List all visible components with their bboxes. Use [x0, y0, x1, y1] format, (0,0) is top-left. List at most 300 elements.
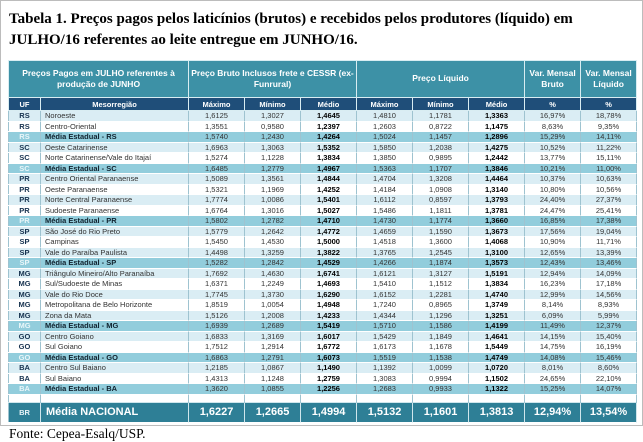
spacer-cell — [9, 394, 41, 402]
pct-cell: 14,56% — [581, 289, 637, 300]
mesorregiao-cell: Sul Goiano — [41, 342, 189, 353]
uf-cell: MG — [9, 310, 41, 321]
uf-cell: SP — [9, 226, 41, 237]
price-cell: 1,2791 — [245, 352, 301, 363]
mesorregiao-cell: Oeste Catarinense — [41, 142, 189, 153]
spacer-cell — [413, 394, 469, 402]
price-cell: 1,5429 — [357, 331, 413, 342]
price-cell: 1,2281 — [413, 289, 469, 300]
price-cell: 1,0867 — [245, 363, 301, 374]
price-cell: 1,6863 — [189, 352, 245, 363]
price-cell: 1,4730 — [357, 216, 413, 227]
price-cell: 1,4264 — [301, 132, 357, 143]
pct-cell: 10,80% — [525, 184, 581, 195]
price-cell: 1,4749 — [469, 352, 525, 363]
price-cell: 1,1392 — [357, 363, 413, 374]
price-cell: 1,5449 — [469, 342, 525, 353]
price-cell: 1,3561 — [245, 174, 301, 185]
uf-cell: MG — [9, 321, 41, 332]
group-header-preco-bruto: Preço Bruto Inclusos frete e CESSR (ex-Funrural) — [189, 61, 357, 98]
price-cell: 1,3100 — [469, 247, 525, 258]
price-cell: 1,2779 — [245, 163, 301, 174]
uf-cell: SP — [9, 258, 41, 269]
table-row — [9, 247, 637, 258]
pct-cell: 9,35% — [581, 121, 637, 132]
pct-cell: 24,47% — [525, 205, 581, 216]
col-header-pct-bruto: % — [525, 98, 581, 111]
spacer-cell — [301, 394, 357, 402]
pct-cell: 27,37% — [581, 195, 637, 206]
pct-cell: 14,07% — [581, 384, 637, 395]
pct-cell: 10,21% — [525, 163, 581, 174]
price-cell: 1,1601 — [413, 402, 469, 422]
pct-cell: 17,18% — [581, 279, 637, 290]
price-cell: 1,6290 — [301, 289, 357, 300]
price-cell: 0,8965 — [413, 300, 469, 311]
price-cell: 1,1874 — [413, 258, 469, 269]
price-cell: 1,3363 — [469, 111, 525, 122]
price-cell: 1,6112 — [357, 195, 413, 206]
pct-cell: 6,09% — [525, 310, 581, 321]
table-title: Tabela 1. Preços pagos pelos laticínios (brutos) e recebidos pelos produtores (líquido) em JULHO/16 referentes ao leite entregue em JUNHO/16. — [9, 11, 573, 48]
spacer-cell — [525, 394, 581, 402]
price-cell: 1,2545 — [413, 247, 469, 258]
price-cell: 1,1512 — [413, 279, 469, 290]
mesorregiao-cell: Norte Central Paranaense — [41, 195, 189, 206]
mesorregiao-cell: Zona da Mata — [41, 310, 189, 321]
price-cell: 1,2842 — [245, 258, 301, 269]
pct-cell: 12,37% — [581, 321, 637, 332]
price-cell: 1,4645 — [301, 111, 357, 122]
uf-cell: BA — [9, 384, 41, 395]
price-cell: 1,2782 — [245, 216, 301, 227]
pct-cell: 16,23% — [525, 279, 581, 290]
price-cell: 1,6017 — [301, 331, 357, 342]
mesorregiao-cell: Média Estadual - RS — [41, 132, 189, 143]
mesorregiao-cell: Triângulo Mineiro/Alto Paranaíba — [41, 268, 189, 279]
price-cell: 1,4948 — [301, 300, 357, 311]
price-cell: 1,4199 — [469, 321, 525, 332]
price-cell: 1,1707 — [413, 163, 469, 174]
price-cell: 1,2896 — [469, 132, 525, 143]
pct-cell: 15,46% — [581, 352, 637, 363]
uf-cell: GO — [9, 352, 41, 363]
mesorregiao-cell: Vale do Paraíba Paulista — [41, 247, 189, 258]
price-cell: 0,8597 — [413, 195, 469, 206]
col-header-bruto-medio: Médio — [301, 98, 357, 111]
source-note: Fonte: Cepea-Esalq/USP. — [9, 425, 146, 441]
pct-cell: 8,63% — [525, 121, 581, 132]
price-cell: 1,6963 — [189, 142, 245, 153]
price-cell: 1,3673 — [469, 226, 525, 237]
column-header-row — [9, 98, 637, 111]
table-row — [9, 195, 637, 206]
state-average-row — [9, 132, 637, 143]
price-cell: 1,4710 — [301, 216, 357, 227]
price-cell: 1,0855 — [245, 384, 301, 395]
price-cell: 1,5779 — [189, 226, 245, 237]
price-cell: 1,6125 — [189, 111, 245, 122]
price-cell: 1,3749 — [469, 300, 525, 311]
price-cell: 1,2256 — [301, 384, 357, 395]
price-cell: 1,3140 — [469, 184, 525, 195]
uf-cell: SC — [9, 163, 41, 174]
price-cell: 1,8519 — [189, 300, 245, 311]
price-cell: 1,7512 — [189, 342, 245, 353]
pct-cell: 13,54% — [581, 402, 637, 422]
table-row — [9, 289, 637, 300]
col-header-pct-liquido: % — [581, 98, 637, 111]
price-cell: 1,2603 — [357, 121, 413, 132]
col-header-bruto-maximo: Máximo — [189, 98, 245, 111]
pct-cell: 8,14% — [525, 300, 581, 311]
price-cell: 1,6152 — [357, 289, 413, 300]
pct-cell: 14,75% — [525, 342, 581, 353]
table-row — [9, 153, 637, 164]
table-row — [9, 237, 637, 248]
price-cell: 1,3834 — [301, 153, 357, 164]
price-cell: 0,9580 — [245, 121, 301, 132]
table-row — [9, 342, 637, 353]
pct-cell: 11,71% — [581, 237, 637, 248]
pct-cell: 12,94% — [525, 402, 581, 422]
pct-cell: 14,09% — [581, 268, 637, 279]
spacer-cell — [469, 394, 525, 402]
price-cell: 1,1322 — [469, 384, 525, 395]
pct-cell: 16,19% — [581, 342, 637, 353]
price-cell: 1,4641 — [469, 331, 525, 342]
uf-cell: SP — [9, 237, 41, 248]
price-cell: 1,6741 — [301, 268, 357, 279]
uf-cell: RS — [9, 132, 41, 143]
price-cell: 1,1248 — [245, 373, 301, 384]
pct-cell: 10,37% — [525, 174, 581, 185]
price-cell: 1,4464 — [469, 174, 525, 185]
price-cell: 1,4313 — [189, 373, 245, 384]
mesorregiao-cell: Centro Oriental Paranaense — [41, 174, 189, 185]
mesorregiao-cell: São José do Rio Preto — [41, 226, 189, 237]
price-cell: 1,0099 — [413, 363, 469, 374]
price-cell: 1,2914 — [245, 342, 301, 353]
price-cell: 1,5401 — [301, 195, 357, 206]
uf-cell: PR — [9, 216, 41, 227]
price-cell: 1,4498 — [189, 247, 245, 258]
table-row — [9, 300, 637, 311]
national-average-row — [9, 402, 637, 422]
mesorregiao-cell: Média Estadual - BA — [41, 384, 189, 395]
pct-cell: 10,52% — [525, 142, 581, 153]
mesorregiao-cell: Centro-Oriental — [41, 121, 189, 132]
price-cell: 1,4068 — [469, 237, 525, 248]
mesorregiao-cell: Média Estadual - SC — [41, 163, 189, 174]
price-cell: 1,5274 — [189, 153, 245, 164]
price-cell: 1,1969 — [245, 184, 301, 195]
price-cell: 1,2038 — [413, 142, 469, 153]
group-header-prices-paid: Preços Pagos em JULHO referentes à produção de JUNHO — [9, 61, 189, 98]
group-header-preco-liquido: Preço Líquido — [357, 61, 525, 98]
price-cell: 1,7240 — [357, 300, 413, 311]
price-cell: 1,1590 — [413, 226, 469, 237]
price-cell: 1,1678 — [413, 342, 469, 353]
price-cell: 0,9933 — [413, 384, 469, 395]
uf-cell: PR — [9, 205, 41, 216]
price-cell: 1,3600 — [413, 237, 469, 248]
table-row — [9, 310, 637, 321]
pct-cell: 15,25% — [525, 384, 581, 395]
pct-cell: 12,43% — [525, 258, 581, 269]
uf-cell: MG — [9, 279, 41, 290]
price-cell: 1,5419 — [301, 321, 357, 332]
pct-cell: 25,41% — [581, 205, 637, 216]
pct-cell: 10,56% — [581, 184, 637, 195]
table-row — [9, 121, 637, 132]
price-cell: 1,3251 — [469, 310, 525, 321]
price-cell: 1,5191 — [469, 268, 525, 279]
price-cell: 1,4704 — [357, 174, 413, 185]
price-cell: 1,3822 — [301, 247, 357, 258]
pct-cell: 8,93% — [581, 300, 637, 311]
state-average-row — [9, 163, 637, 174]
price-cell: 0,9994 — [413, 373, 469, 384]
mesorregiao-cell: Norte Catarinense/Vale do Itajaí — [41, 153, 189, 164]
spacer-cell — [41, 394, 189, 402]
group-header-var-mensal-bruto: Var. Mensal Bruto — [525, 61, 581, 98]
uf-cell: GO — [9, 331, 41, 342]
table-row — [9, 184, 637, 195]
pct-cell: 24,65% — [525, 373, 581, 384]
price-cell: 1,6485 — [189, 163, 245, 174]
pct-cell: 8,01% — [525, 363, 581, 374]
pct-cell: 15,11% — [581, 153, 637, 164]
col-header-liquido-minimo: Mínimo — [413, 98, 469, 111]
table-row — [9, 363, 637, 374]
pct-cell: 13,46% — [581, 258, 637, 269]
price-cell: 1,3781 — [469, 205, 525, 216]
uf-cell: MG — [9, 268, 41, 279]
price-cell: 1,3259 — [245, 247, 301, 258]
price-cell: 1,5710 — [357, 321, 413, 332]
col-header-mesorregiao: Mesorregião — [41, 98, 189, 111]
mesorregiao-cell: Média Estadual - SP — [41, 258, 189, 269]
mesorregiao-cell: Centro Sul Baiano — [41, 363, 189, 374]
uf-cell: MG — [9, 300, 41, 311]
price-cell: 1,3620 — [189, 384, 245, 395]
uf-cell: BA — [9, 373, 41, 384]
price-cell: 1,2442 — [469, 153, 525, 164]
price-cell: 1,4740 — [469, 289, 525, 300]
price-cell: 1,5089 — [189, 174, 245, 185]
table-row — [9, 279, 637, 290]
pct-cell: 11,49% — [525, 321, 581, 332]
spacer-row — [9, 394, 637, 402]
price-cell: 1,5321 — [189, 184, 245, 195]
price-cell: 1,6227 — [189, 402, 245, 422]
price-cell: 1,2249 — [245, 279, 301, 290]
mesorregiao-cell: Sul/Sudoeste de Minas — [41, 279, 189, 290]
state-average-row — [9, 384, 637, 395]
price-cell: 1,4994 — [301, 402, 357, 422]
uf-cell: PR — [9, 174, 41, 185]
table-row — [9, 142, 637, 153]
price-cell: 1,3208 — [413, 174, 469, 185]
price-cell: 1,6121 — [357, 268, 413, 279]
table-row — [9, 174, 637, 185]
table-row — [9, 111, 637, 122]
price-cell: 1,1538 — [413, 352, 469, 363]
price-cell: 1,2397 — [301, 121, 357, 132]
price-cell: 1,2008 — [245, 310, 301, 321]
price-cell: 1,3551 — [189, 121, 245, 132]
mesorregiao-cell: Centro Goiano — [41, 331, 189, 342]
uf-cell: PR — [9, 184, 41, 195]
price-cell: 1,3573 — [469, 258, 525, 269]
price-cell: 1,0720 — [469, 363, 525, 374]
mesorregiao-cell: Média Estadual - MG — [41, 321, 189, 332]
pct-cell: 10,63% — [581, 174, 637, 185]
price-cell: 1,5850 — [357, 142, 413, 153]
price-cell: 1,4275 — [469, 142, 525, 153]
price-cell: 1,3846 — [469, 163, 525, 174]
price-cell: 1,1490 — [301, 363, 357, 374]
price-cell: 1,3793 — [469, 195, 525, 206]
price-cell: 0,9895 — [413, 153, 469, 164]
pct-cell: 12,94% — [525, 268, 581, 279]
price-cell: 1,6772 — [301, 342, 357, 353]
price-cell: 1,2185 — [189, 363, 245, 374]
mesorregiao-cell: Vale do Rio Doce — [41, 289, 189, 300]
uf-cell: RS — [9, 111, 41, 122]
price-cell: 1,1457 — [413, 132, 469, 143]
col-header-liquido-medio: Médio — [469, 98, 525, 111]
price-cell: 1,4344 — [357, 310, 413, 321]
price-cell: 1,3834 — [469, 279, 525, 290]
pct-cell: 14,11% — [581, 132, 637, 143]
mesorregiao-cell: Noroeste — [41, 111, 189, 122]
price-cell: 1,4810 — [357, 111, 413, 122]
price-cell: 1,4233 — [301, 310, 357, 321]
price-cell: 1,6764 — [189, 205, 245, 216]
table-body — [9, 111, 637, 423]
price-cell: 1,5519 — [357, 352, 413, 363]
price-cell: 1,1586 — [413, 321, 469, 332]
price-cell: 1,4266 — [357, 258, 413, 269]
price-cell: 1,2642 — [245, 226, 301, 237]
pct-cell: 18,78% — [581, 111, 637, 122]
price-cell: 1,6939 — [189, 321, 245, 332]
table-row — [9, 268, 637, 279]
pct-cell: 12,65% — [525, 247, 581, 258]
pct-cell: 10,90% — [525, 237, 581, 248]
price-cell: 1,7774 — [189, 195, 245, 206]
mesorregiao-cell: Campinas — [41, 237, 189, 248]
price-cell: 1,2665 — [245, 402, 301, 422]
price-cell: 1,0908 — [413, 184, 469, 195]
pct-cell: 16,97% — [525, 111, 581, 122]
price-cell: 1,3765 — [357, 247, 413, 258]
spacer-cell — [581, 394, 637, 402]
pct-cell: 15,40% — [581, 331, 637, 342]
price-cell: 1,2689 — [245, 321, 301, 332]
price-cell: 1,5802 — [189, 216, 245, 227]
pct-cell: 14,08% — [525, 352, 581, 363]
price-cell: 1,4967 — [301, 163, 357, 174]
uf-cell: BA — [9, 363, 41, 374]
table-row — [9, 331, 637, 342]
national-label-cell: Média NACIONAL — [41, 402, 189, 422]
price-cell: 1,4693 — [301, 279, 357, 290]
price-cell: 1,5027 — [301, 205, 357, 216]
spacer-cell — [357, 394, 413, 402]
mesorregiao-cell: Metropolitana de Belo Horizonte — [41, 300, 189, 311]
state-average-row — [9, 352, 637, 363]
table-row — [9, 373, 637, 384]
price-cell: 1,3660 — [469, 216, 525, 227]
state-average-row — [9, 216, 637, 227]
mesorregiao-cell: Média Estadual - PR — [41, 216, 189, 227]
price-cell: 1,4772 — [301, 226, 357, 237]
price-cell: 1,5450 — [189, 237, 245, 248]
price-cell: 1,1811 — [413, 205, 469, 216]
price-cell: 1,0086 — [245, 195, 301, 206]
table-row — [9, 226, 637, 237]
pct-cell: 24,40% — [525, 195, 581, 206]
price-cell: 1,4659 — [357, 226, 413, 237]
price-cell: 0,8722 — [413, 121, 469, 132]
price-cell: 1,3127 — [413, 268, 469, 279]
price-cell: 1,6833 — [189, 331, 245, 342]
pct-cell: 17,38% — [581, 216, 637, 227]
price-cell: 1,0054 — [245, 300, 301, 311]
price-cell: 1,4518 — [357, 237, 413, 248]
price-cell: 1,5024 — [357, 132, 413, 143]
price-cell: 1,2759 — [301, 373, 357, 384]
price-cell: 1,7692 — [189, 268, 245, 279]
uf-cell: SC — [9, 153, 41, 164]
pct-cell: 11,00% — [581, 163, 637, 174]
price-cell: 1,4529 — [301, 258, 357, 269]
price-cell: 1,2683 — [357, 384, 413, 395]
state-average-row — [9, 258, 637, 269]
price-cell: 1,6073 — [301, 352, 357, 363]
price-cell: 1,5000 — [301, 237, 357, 248]
price-cell: 1,4184 — [357, 184, 413, 195]
milk-prices-table — [8, 60, 637, 423]
price-cell: 1,5740 — [189, 132, 245, 143]
uf-cell: GO — [9, 342, 41, 353]
col-header-bruto-minimo: Mínimo — [245, 98, 301, 111]
mesorregiao-cell: Sul Baiano — [41, 373, 189, 384]
uf-cell: BR — [9, 402, 41, 422]
pct-cell: 22,10% — [581, 373, 637, 384]
price-cell: 1,3813 — [469, 402, 525, 422]
uf-cell: SP — [9, 247, 41, 258]
group-header-row — [9, 61, 637, 98]
uf-cell: PR — [9, 195, 41, 206]
col-header-uf: UF — [9, 98, 41, 111]
price-cell: 1,3850 — [357, 153, 413, 164]
pct-cell: 14,15% — [525, 331, 581, 342]
uf-cell: SC — [9, 142, 41, 153]
price-cell: 1,6173 — [357, 342, 413, 353]
price-cell: 1,4844 — [301, 174, 357, 185]
price-cell: 1,1502 — [469, 373, 525, 384]
mesorregiao-cell: Sudoeste Paranaense — [41, 205, 189, 216]
pct-cell: 13,77% — [525, 153, 581, 164]
pct-cell: 5,99% — [581, 310, 637, 321]
price-cell: 1,3169 — [245, 331, 301, 342]
uf-cell: MG — [9, 289, 41, 300]
spacer-cell — [245, 394, 301, 402]
